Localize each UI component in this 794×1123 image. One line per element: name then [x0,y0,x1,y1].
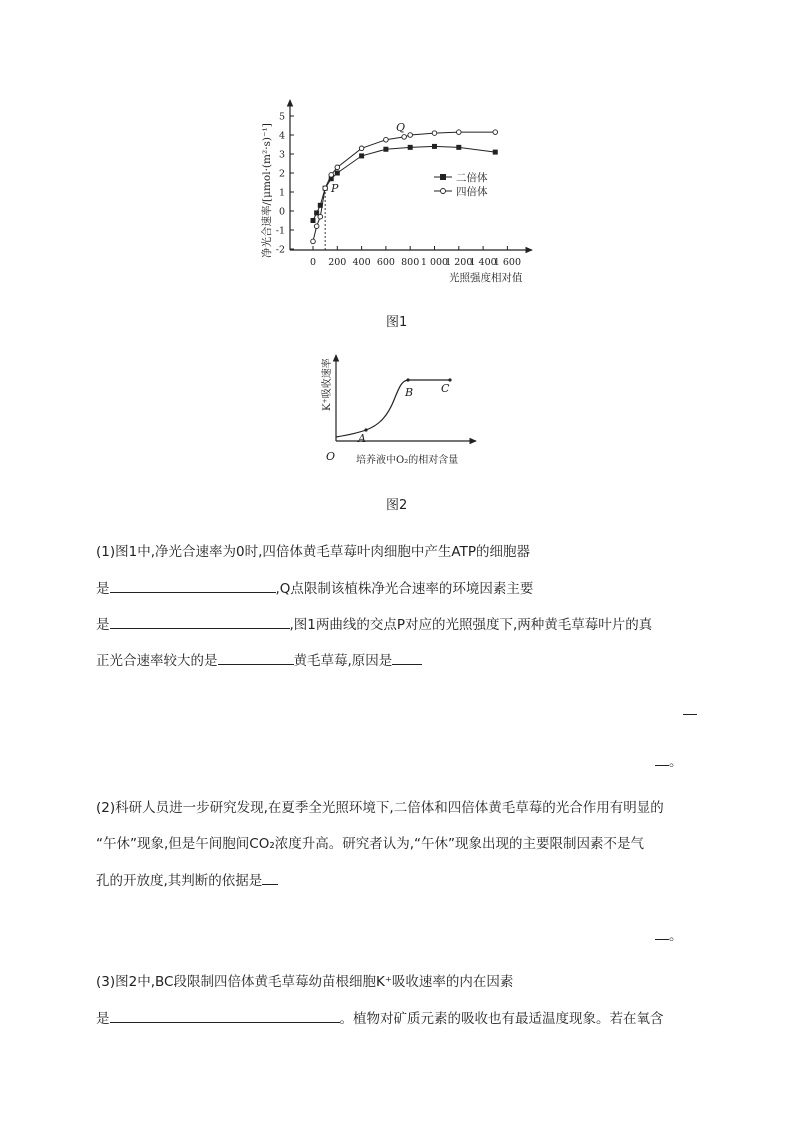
q1-text-2b: ,Q点限制该植株净光合速率的环境因素主要 [275,581,534,597]
fig1-legend-diploid: 二倍体 [456,172,488,184]
fig1-ytick-label: 3 [278,149,285,161]
fig2-curve [336,380,450,437]
q2-text-2: “午休”现象,但是午间胞间CO₂浓度升高。研究者认为,“午休”现象出现的主要限制因素不是气 [96,836,645,852]
fig1-xtick-label: 1 200 [445,257,473,268]
fig1-point-tetraploid [402,135,407,140]
q3-blank-factor[interactable] [110,1008,340,1023]
fig2-label-c: C [441,382,450,395]
fig1-xtick-label: 0 [309,257,317,268]
q1-text-4b: 黄毛草莓,原因是 [293,653,393,669]
fig1-xtick-label: 800 [401,257,420,268]
figure1-chart [0,0,794,300]
q1-text-4a: 正光合速率较大的是 [96,653,218,669]
fig1-xtick-label: 200 [328,257,347,268]
fig1-point-tetraploid [408,133,413,138]
fig2-label-a: A [358,432,366,445]
q1-reason-line-2[interactable] [683,713,697,715]
fig1-point-diploid [493,150,498,155]
q1-line1 [96,542,530,562]
fig1-point-tetraploid [432,131,437,136]
q1-blank-organelle[interactable] [110,578,276,593]
fig1-x-label: 光照强度相对值 [449,272,523,284]
q1-line4 [96,650,422,671]
fig1-point-diploid [359,153,364,158]
fig1-point-diploid [311,218,316,223]
fig1-xtick-label: 1 000 [420,257,449,268]
fig1-point-diploid [408,145,413,150]
q1-text-3b: ,图1两曲线的交点P对应的光照强度下,两种黄毛草莓叶片的真 [289,617,653,633]
fig1-point-tetraploid [314,224,319,229]
fig1-legend-circle-icon [441,189,446,194]
q2-line1 [96,798,664,818]
fig1-label-q: Q [396,121,406,134]
fig2-label-b: B [405,386,414,399]
fig1-point-diploid [432,144,437,149]
q1-text-1: (1)图1中,净光合速率为0时,四倍体黄毛草莓叶肉细胞中产生ATP的细胞器 [96,544,530,560]
fig2-x-label: 培养液中O₂的相对含量 [356,455,459,466]
q2-line2 [96,834,644,854]
fig1-point-diploid [335,171,340,176]
fig1-point-tetraploid [329,173,334,178]
q1-blank-factor[interactable] [110,614,290,629]
fig1-xtick-label: 600 [376,257,395,268]
fig1-y-label: 净光合速率/[μmol·(m²·s)⁻¹] [261,123,273,258]
q3-text-2a: 是 [96,1011,110,1027]
fig1-point-diploid [456,145,461,150]
fig1-xtick-label: 1 400 [469,257,497,268]
q1-end-mark: 。 [669,754,683,770]
q3-text-1: (3)图2中,BC段限制四倍体黄毛草莓幼苗根细胞K⁺吸收速率的内在因素 [96,974,514,990]
fig1-ytick-label: -2 [275,244,285,256]
q2-basis-line-end [655,924,683,944]
fig1-point-tetraploid [359,146,364,151]
fig1-point-tetraploid [384,137,389,142]
q1-reason-line-3 [655,750,683,770]
figure1-caption: 图1 [386,315,408,330]
q1-line2 [96,578,533,599]
q3-text-2b: 。植物对矿质元素的吸收也有最适温度现象。若在氧含 [339,1011,664,1027]
q2-line3 [96,870,278,891]
fig1-ytick-label: -1 [275,225,285,237]
q2-blank-basis[interactable] [262,870,278,885]
q1-blank-reason-end[interactable] [655,751,669,766]
q2-blank-basis-end[interactable] [655,925,669,940]
fig1-point-tetraploid [323,186,328,191]
q2-end-mark: 。 [669,928,683,944]
q1-text-2a: 是 [96,581,110,597]
fig2-y-label: K⁺吸收速率 [322,358,333,411]
fig1-label-p: P [331,182,339,195]
fig1-ytick-label: 2 [278,168,285,180]
figure2-caption: 图2 [386,498,408,513]
q3-line2 [96,1008,664,1029]
fig1-legend-tetraploid: 四倍体 [456,186,488,198]
fig1-ytick-label: 0 [278,206,285,218]
fig1-point-tetraploid [457,130,462,135]
fig1-ytick-label: 1 [278,187,285,199]
fig1-ytick-label: 5 [278,111,285,123]
fig2-point-b [406,378,409,381]
fig1-point-diploid [383,147,388,152]
fig1-xtick-label: 1 600 [493,257,522,268]
q1-blank-reason[interactable] [392,650,422,665]
fig1-point-tetraploid [335,165,340,170]
q2-text-3: 孔的开放度,其判断的依据是 [96,873,263,889]
fig2-origin: O [326,450,336,463]
fig1-point-tetraploid [318,214,323,219]
q1-text-3a: 是 [96,617,110,633]
fig1-point-tetraploid [493,130,498,135]
figure2-chart [310,345,490,475]
fig1-point-diploid [314,210,319,215]
fig1-xtick-label: 400 [352,257,371,268]
q1-blank-which[interactable] [218,650,294,665]
q2-text-1: (2)科研人员进一步研究发现,在夏季全光照环境下,二倍体和四倍体黄毛草莓的光合作用有明显的 [96,800,664,816]
fig1-ytick-label: 4 [278,130,285,142]
fig1-point-tetraploid [311,239,316,244]
q3-line1 [96,972,513,992]
q1-line3 [96,614,652,635]
